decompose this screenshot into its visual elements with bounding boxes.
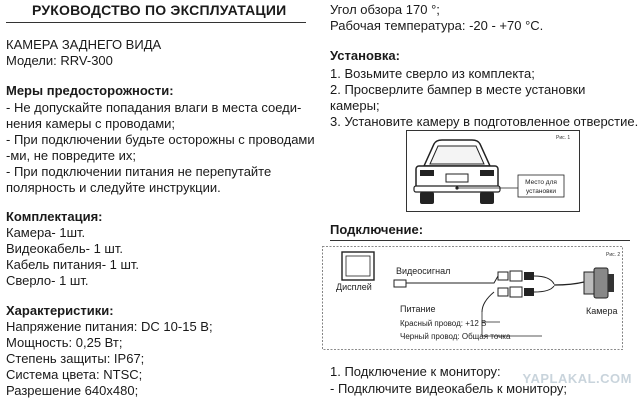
install-step: 1. Возьмите сверло из комплекта; — [330, 66, 535, 81]
display-label: Дисплей — [336, 282, 372, 292]
package-item: Кабель питания- 1 шт. — [6, 257, 140, 272]
install-heading: Установка: — [330, 48, 400, 63]
car-rear-figure — [406, 130, 580, 212]
license-plate — [446, 174, 468, 182]
video-signal-label: Видеосигнал — [396, 266, 451, 276]
black-wire-label: Черный провод: Общая точка — [400, 332, 511, 341]
precautions-line: нения камеры с проводами; — [6, 116, 175, 131]
install-step: камеры; — [330, 98, 380, 113]
wheel-right — [480, 192, 494, 204]
watermark: YAPLAKAL.COM — [522, 371, 632, 386]
figure-label: Рис. 2 — [606, 252, 621, 258]
package-item: Камера- 1шт. — [6, 225, 86, 240]
red-wire-label: Красный провод: +12 В — [400, 319, 487, 328]
power-label: Питание — [400, 304, 436, 314]
package-item: Сверло- 1 шт. — [6, 273, 89, 288]
model-line: Модели: RRV-300 — [6, 53, 113, 68]
install-step: 2. Просверлите бампер в месте установки — [330, 82, 586, 97]
spec-line: Угол обзора 170 °; — [330, 2, 440, 17]
spec-line: Напряжение питания: DC 10-15 В; — [6, 319, 213, 334]
manual-title: РУКОВОДСТВО ПО ЭКСПЛУАТАЦИИ — [32, 2, 287, 18]
package-heading: Комплектация: — [6, 209, 103, 224]
tail-light-left — [420, 170, 434, 176]
precautions-line: полярность и следуйте инструкции. — [6, 180, 221, 195]
product-name: КАМЕРА ЗАДНЕГО ВИДА — [6, 37, 162, 52]
connect-step: - Подключите видеокабель к монитору; — [330, 381, 568, 396]
spec-line: Разрешение 640x480; — [6, 383, 139, 398]
precautions-line: - При подключении будьте осторожны с проводами — [6, 132, 315, 147]
title-rule — [6, 22, 306, 23]
callout-text: Место для — [525, 179, 557, 186]
spec-line: Система цвета: NTSC; — [6, 367, 143, 382]
camera-icon — [584, 272, 594, 294]
install-step: 3. Установите камеру в подготовленное отверстие. — [330, 114, 639, 129]
spec-line: Степень защиты: IP67; — [6, 351, 145, 366]
package-item: Видеокабель- 1 шт. — [6, 241, 123, 256]
camera-label: Камера — [586, 306, 618, 316]
callout-text: установки — [525, 188, 557, 195]
spec-line: Мощность: 0,25 Вт; — [6, 335, 123, 350]
tail-light-right — [480, 170, 494, 176]
wiring-diagram — [322, 246, 632, 350]
connect-heading: Подключение: — [330, 222, 424, 237]
figure-label: Рис. 1 — [556, 135, 571, 141]
precautions-line: -ми, не повредите их; — [6, 148, 136, 163]
wheel-left — [420, 192, 434, 204]
spec-line: Рабочая температура: -20 - +70 °С. — [330, 18, 544, 33]
connect-step: 1. Подключение к монитору: — [330, 364, 501, 379]
precautions-line: - Не допускайте попадания влаги в места соеди- — [6, 100, 302, 115]
rear-window — [430, 146, 484, 164]
precautions-line: - При подключении питания не перепутайте — [6, 164, 272, 179]
precautions-heading: Меры предосторожности: — [6, 83, 174, 98]
section-rule — [330, 240, 630, 241]
video-connector — [394, 280, 406, 287]
specs-heading: Характеристики: — [6, 303, 114, 318]
